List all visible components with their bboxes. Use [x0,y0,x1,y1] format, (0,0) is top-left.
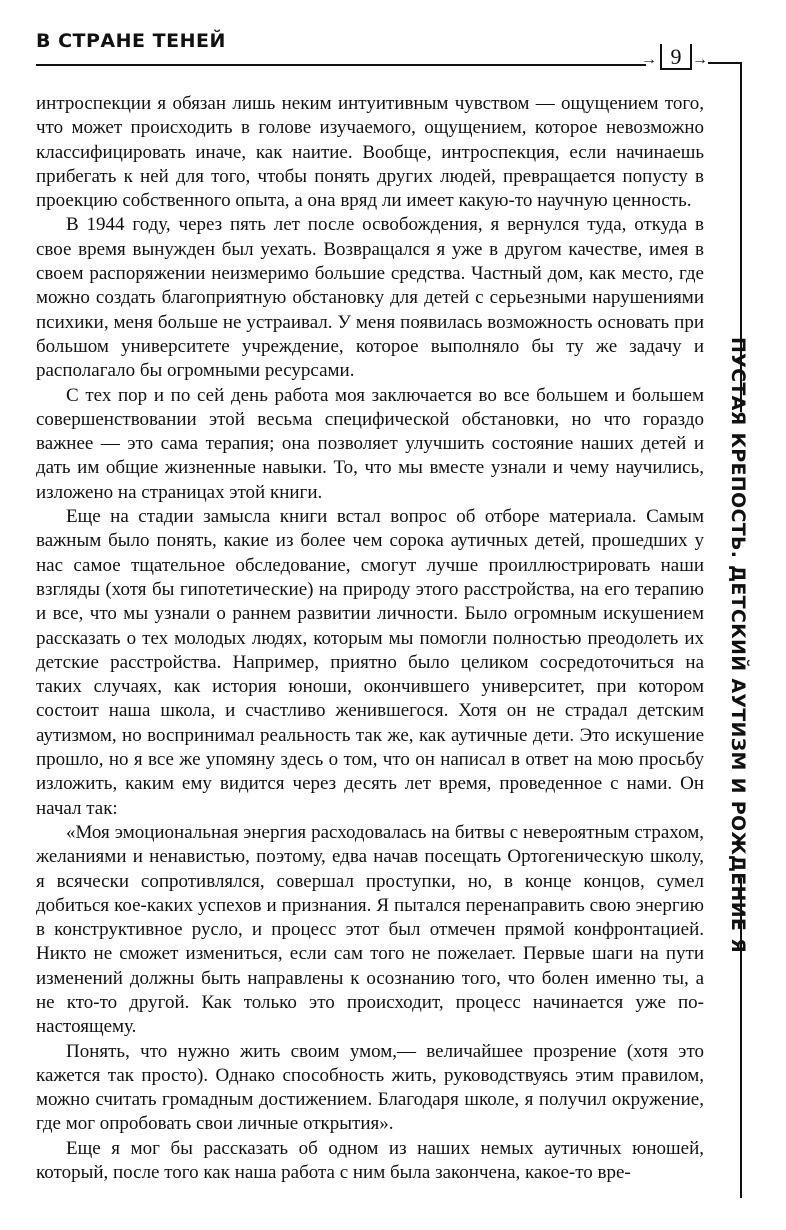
paragraph: Еще на стадии замысла книги встал вопрос об отборе материала. Самым важным было понять, какие из более чем сорока аутичных детей, прошедших у нас самое тщательное обследование, смогут лучше проиллюстрировать наши взгляды (хотя бы гипотетические) на природу этого расстройства, на его терапию и все, что мы узнали о раннем развитии личности. Было огромным искушением рассказать о тех молодых людях, которым мы помогли полностью преодолеть их детские расстройства. Например, приятно было целиком сосредоточиться на таких случаях, как история юноши, окончившего университет, при котором состоит наша школа, и счастливо женившегося. Хотя он не страдал детским аутизмом, но воспринимал реальность так же, как аутичные дети. Это искушение прошло, но я все же упомяну здесь о том, что он написал в ответ на мою просьбу изложить, каким ему видится через десять лет время, проведенное с нами. Он начал так: [36,506,704,819]
arrow-right-icon: → [692,51,708,68]
quote-paragraph: Понять, что нужно жить своим умом,— величайшее прозрение (хотя это кажется так просто). Однако способность жить, руководствуясь этим правилом, можно считать громадным достижением. Благодаря школе, я получил окружение, где мог опробовать свои личные открытия». [36,1040,704,1135]
paragraph: С тех пор и по сей день работа моя заключается во все большем и большем совершенствовании этой весьма специфической обстановки, но что гораздо важнее — это сама терапия; она позволяет улучшить состояние наших детей и дать им общие жизненные навыки. То, что мы вместе узнали и чему научились, изложено на страницах этой книги. [36,384,704,503]
book-title-vertical: ПУСТАЯ КРЕПОСТЬ. ДЕТСКИЙ АУТИЗМ И РОЖДЕНИЕ Я [727,336,749,954]
arrow-left-icon: → [641,51,657,68]
paragraph: В 1944 году, через пять лет после освобождения, я вернулся туда, откуда в свое время вынужден был уехать. Возвращался я уже в другом качестве, имея в своем распоряжении неизмеримо большие средства. Частный дом, как место, где можно создать благоприятную обстановку для детей с серьезными нарушениями психики, меня больше не устраивал. У меня появилась возможность основать при большом университете учреждение, которое выполняло бы ту же задачу и располагало бы огромными ресурсами. [36,214,704,382]
paragraph: Еще я мог бы рассказать об одном из наших немых аутичных юношей, который, после того как наша работа с ним была закончена, какое-то вре- [36,1137,704,1184]
quote-paragraph: «Моя эмоциональная энергия расходовалась на битвы с невероятным страхом, желаниями и ненавистью, поэтому, едва начав посещать Ортогеническую школу, я всячески сопротивлялся, совершал проступки, но, в конце концов, сумел добиться кое-каких успехов и признания. Я пытался перенаправить свою энергию в конструктивное русло, и процесс этот был отмечен прямой конфронтацией. Никто не сможет измениться, если сам того не пожелает. Первые шаги на пути изменений должны быть направлены к осознанию того, что болен именно ты, а не кто-то другой. Как только это происходит, процесс начинается уже по-настоящему. [36,821,704,1038]
page-number: 9 [660,44,692,70]
running-title: В СТРАНЕ ТЕНЕЙ [36,30,226,52]
page-body [36,92,704,1185]
header-rule [36,64,646,66]
margin-rule-horizontal [708,62,742,64]
paragraph: интроспекции я обязан лишь неким интуитивным чувством — ощущением того, что может происходить в голове изучаемого, ощущением, которое невозможно классифицировать иначе, как наитие. Вообще, интроспекция, если начинаешь прибегать к ней для того, чтобы понять других людей, превращается попусту в проекцию собственного опыта, а она вряд ли имеет какую-то научную ценность. [36,93,704,212]
